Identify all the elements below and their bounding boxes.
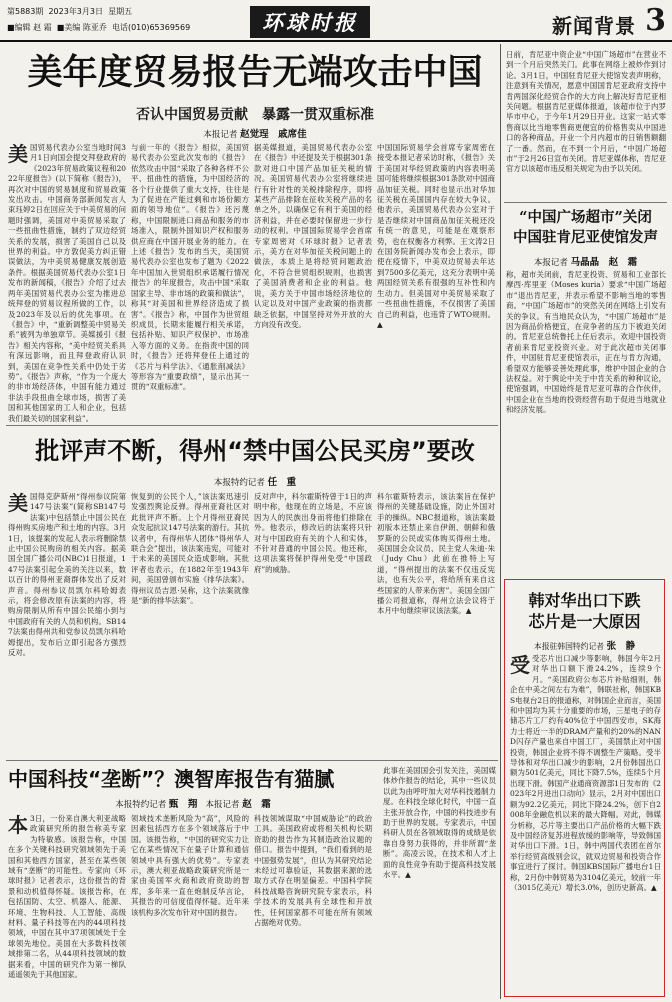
- designer-name: 陈亚乔: [82, 23, 107, 32]
- masthead: [0, 0, 672, 42]
- article2-col4: 科尔霍斯特表示，该法案旨在保护得州的关键基础设施，防止外国对手的操纵。NBC报道称，该法案最初版本还禁止来自伊朗、朝鲜和俄罗斯的公民或实体购买得州土地。美国国会众议员、民主党人朱迪·朱（Judy Chu）此前在推特上写道，“得州提出的法案不仅违反宪法，也有失公平，将给所有来自这些国家的人带来伤害”。美国全国广播公司报道称，得州立法会议将于本月中旬继续审议该法案。▲: [377, 492, 495, 616]
- article1-byline: 本报记者 赵觉珵 戚席佳: [203, 129, 307, 140]
- article3-col4: 此事在美国国会引发关注，美国媒体炒作报告的结论，其中一些议员以此为由呼吁加大对华科技遏制力度。在科技全球化时代，中国一直主张开放合作，中国的科技进步有助于世界的发展。专家表示，中国科研人员在各领域取得的成绩是依靠自身努力获得的，并非所谓“垄断”。高凌云说，在技术和人才上面的良性竞争有助于提高科技发展水平。▲: [383, 766, 496, 880]
- dropcap: 美: [8, 142, 28, 166]
- newspaper-logo: 环球时报: [250, 6, 370, 38]
- masthead-rule: [0, 40, 672, 42]
- article2-col3: 反对声中，科尔霍斯特曾于1日的声明中称，他现在的立场是，不应该因为人的民族出身而将他们排除在外。他表示，修改后的法案将只针对与中国政府有关的个人和实体，不针对普通的中国公民。他还称，这项法案将保护得州免受“中国政府”的威胁。: [254, 492, 372, 574]
- article3-col3: 科技领域谋取“中国威胁论”的政治工具。美国政府或将相关机构长期资助的报告作为其制造政治议题的借口。报告中提到，“我们看到的是中国强势发展”，但认为其研究结论未经过可靠验证，其数据来源的选取方式存在明显偏差。中国科学院科技战略咨询研究院专家表示，科学技术的发展具有全球性和开放性，任何国家都不可能在所有领域占据绝对优势。: [254, 814, 372, 928]
- article1-col4: 中国国际贸易学会首席专家周密在接受本报记者采访时称，《报告》关于美国对华经贸政策的内容表明美国可能将继续根据301条款对中国商品加征关税。同时也显示出对华加征关税在美国国内存在较大争议。他表示，美国贸易代表办公室对于是否继续对中国商品加征关税还没有统一的意见，可能是在观察形势，也在权衡各方利弊。王文涛2日在国务院新闻办发布会上表示，即使在疫情下，中美双边贸易去年达到7500多亿美元，这充分表明中美两国经贸关系有很强的互补性和内生动力。但美国对中美贸易采取了一些扭曲性措施，不仅损害了美国自己的利益，也违背了WTO规则。▲: [377, 143, 495, 329]
- article1-col3: 据美媒报道，美国贸易代表办公室在《报告》中还提及关于根据301条款对进口中国产品加征关税的情况。美国贸易代表办公室将继续进行有针对性的关税排除程序，即将某些产品排除在征收关税产品的名单之外，以确保它有利于美国的经济利益，并在必要时保留进一步行动的权利。中国国际贸易学会首席专家周密对《环球时报》记者表示，美方在对华加征关税问题上的做法，本质上是将经贸问题政治化，不符合世贸组织规则，也损害了美国消费者和企业的利益。他说，美方关于中国市场经济地位的认定以及对中国产业政策的指责都缺乏依据，中国坚持对外开放的大方向没有改变。: [254, 143, 372, 329]
- side3-headline-line2: 芯片是一大原因: [528, 612, 641, 631]
- side2-body: 称，超市关闭前，肯尼亚投资、贸易和工业部长摩西·库里亚（Moses kuria）要求“中国广场超市”退出肯尼亚，并表示希望不影响当地的零售商。“中国广场超市”的突然关闭在网络上引发有关的争议。有当地民众认为，“中国广场超市”是因为商品价格便宜，在竞争者的压力下被迫关闭的。肯尼亚总统鲁托上任后表示，欢迎中国投资者前来肯尼亚投资兴业。对于此次超市关闭事件，中国驻肯尼亚使馆表示，正在与肯方沟通，希望双方能够妥善处理此事，维护中国企业的合法权益。对于舆论中关于中肯关系的种种议论，使馆强调，中国始终是肯尼亚可靠的合作伙伴，中国企业在当地的投资经营有助于促进当地就业和经济发展。: [506, 270, 666, 415]
- article3-headline: 中国科技“垄断”？澳智库报告有猫腻: [8, 767, 335, 791]
- section-title: 新闻背景: [552, 14, 636, 38]
- editor-name: 赵 霜: [33, 23, 52, 32]
- side1-body: 日前，肯尼亚中资企业“中国广场超市”在营业不到一个月后突然关门。此事在网络上被炒作到讨论。3月1日，中国驻肯尼亚大使馆发表声明称，注意到有关情况，愿意中国国肯尼亚政府支持中肯两国深化经贸合作的大方向上解决好肯尼亚相关问题。根据肯尼亚媒体报道，该超市位于内罗毕市中心，于今年1月29日开业。这家一站式零售商以比当地零售商更便宜的价格售卖从中国进口的各种商品，开业一个月内超市的日销售额翻了一番。然而，在不到一个月后，“中国广场超市”于2月26日宣布关闭。肯尼亚媒体称，肯尼亚官方以该超市违反相关规定为由予以关闭。: [506, 50, 666, 174]
- side2-byline: 本报记者 马晶晶 赵 霜: [533, 257, 638, 268]
- divider: [6, 425, 498, 426]
- phone-number: 电话(010)65369569: [111, 23, 191, 32]
- divider: [504, 202, 667, 203]
- divider: [6, 760, 498, 761]
- side3-headline: [506, 590, 663, 632]
- article2-headline: 批评声不断，得州“禁中国公民买房”要改: [35, 437, 475, 465]
- article2-col1: 美国得克萨斯州“得州参议院第147号法案”(简称SB147号法案)中包括禁止中国公民在得州购买房地产和土地的内容。3月1日，该提案的发起人表示将删除禁止中国公民购房的相关内容。据美国全国广播公司(NBC)1日报道，147号法案引起全美的关注以来，数以百计的得州亚裔群体发出了反对声音。得州参议员凯尔科哈姆表示，将会修改原有法案的内容，将购房限制从所有中国公民缩小到与中国政府有关的人员和机构。SB147法案由得州共和党参议员凯尔科哈姆提出，发布后立即引起各方强烈反对。: [8, 491, 126, 658]
- side3-body: 受受芯片出口减少等影响，韩国今年2月对华出口额下滑24.2%，连续9个月。“美国政府公布芯片补贴细则，韩企在中美之间左右为难”，韩联社称，韩国KBS电视台2日的报道称，对韩国企业而言，美国和中国均为其十分重要的市场，三星电子的存储芯片工厂约有40%位于中国西安市，SK海力士将近一半的DRAM产量和约20%的NAND闪存产量也来自中国工厂，美国禁止对中国投资，韩国企业将不得不调整生产策略。受半导体和对华出口减少的影响，2月份韩国出口额为501亿美元，同比下降7.5%，连续5个月出现下滑。韩国产业通商资源部1日发布的《2023年2月进出口动向》显示，2月对中国出口额为92.2亿美元，同比下降24.2%，创下自2008年金融危机以来的最大降幅。对此，韩媒分析称，芯片等主要出口产品价格的大幅下跌及中国经济复苏进程放缓的影响等，导致韩国对华出口下滑。1日，韩中两国代表团在首尔举行经贸高级别会议，就双边贸易和投资合作事宜进行了探讨。韩国KBS国际广播电台1日称，2月份中韩贸易为3104亿美元，较前一年（3015亿美元）增长3.0%，创历史新高。▲: [510, 653, 661, 892]
- article1-headline: 美年度贸易报告无端攻击中国: [27, 53, 483, 93]
- article3-col1: 本 3日，一份来自澳大利亚战略政策研究所的报告称美专家为特敏感。该报告称，中国在多个关键科技研究领域领先于美国和其他西方国家，甚至在某些领域有“垄断”的可能性。专家向《环球时报》记者表示，这份报告的背景和动机值得怀疑。该报告称，在包括国防、太空、机器人、能源、环境、生物科技、人工智能、高级材料、量子科技等在内的44项科技领域，中国在其中37项领域处于全球领先地位。美国在大多数科技领域排第二名，从44项科技领域的数据来看，中国的研究作为第一梯队遥遥领先于其他国家。: [8, 813, 126, 980]
- issue-number: 第5883期: [7, 7, 44, 16]
- side2-headline-line1: “中国广场超市”关闭: [519, 209, 652, 226]
- dropcap: 本: [8, 813, 28, 837]
- article3-col2: 领域技术垄断风险为“高”，风险的因素包括西方在多个领域落后于中国。该报告称，“中国的研究实力让它在某些情况下在量子计算和通信领域中具有强大的优势”。专家表示，澳大利亚战略政策研究所是一家由美国军火商和政府资助的智库，多年来一直在炮制反华言论，其报告的可信度值得怀疑。近年来该机构多次发布针对中国的报告。: [131, 814, 249, 917]
- issue-line: [7, 6, 132, 17]
- article2-authors: 任 重: [267, 477, 297, 488]
- page-number: 3: [645, 3, 666, 38]
- dropcap: 美: [8, 491, 28, 515]
- article3-byline: 本报特约记者 甄 翔 本报记者 赵 霜: [115, 799, 271, 810]
- article1-col1: 美国贸易代表办公室当地时间3月1日向国会提交拜登政府的《2023年贸易政策议程和2022年度报告》(以下简称《报告》)，再次对中国的贸易制度和贸易政策发出攻击。中国商务部新闻发言人束珏婷2日在回应关于中美贸易的问题时强调，美国对中美贸易采取了一些扭曲性措施，制约了双边经贸关系的发展，损害了美国自己以及世界的利益。中方敦促美方纠正错误做法，为中美贸易健康发展创造条件。根据美国贸易代表办公室1日发布的新闻稿，《报告》介绍了过去两年美国贸易代表办公室为推进总统拜登的贸易议程所做的工作，以及2023年及以后的优先事项。在《报告》中，“重新调整美中贸易关系”被列为单独章节。美媒援引《报告》相关内容称，“美中经贸关系具有深远影响，而且拜登政府认识到，美国在竞争性关系中仍处于劣势”。《报告》声称，“作为一个庞大的非市场经济体，中国有能力通过非法手段扭曲全球市场，损害了美国和其他国家的工人和企业，包括我们最关切的国家利益”。: [8, 142, 126, 423]
- article1-col2: 与前一年的《报告》相似，美国贸易代表办公室此次发布的《报告》依然攻击中国“采取了各种各样不公平、扭曲性的措施，为中国经济的各个行业提供了重大支持，往往是为了促进在产能过剩和市场份额方面的领导地位”。《报告》还污蔑称，中国限制进口商品和服务的市场准入，限制外国知识产权和服务供应商在中国开展业务的能力。在上述《报告》发布的当天，美国贸易代表办公室也发布了题为《2022年中国加入世贸组织承诺履行情况报告》的年度报告，攻击中国“采取国家主导、非市场的政策和做法”，称其“对美国和世界经济造成了损害”。《报告》称，中国作为世贸组织成员，长期未能履行相关承诺，包括补贴、知识产权保护、市场准入等方面的义务。在指责中国的同时，《报告》还将拜登任上通过的《芯片与科学法》、《通胀削减法》等形容为“重要政绩”，显示出其一贯的“双重标准”。: [131, 143, 249, 392]
- side2-headline-line2: 中国驻肯尼亚使馆发声: [513, 229, 658, 246]
- issue-weekday: 星期五: [108, 7, 133, 16]
- article2-byline: 本报特约记者 任 重: [213, 477, 297, 488]
- editor-line: ■编辑 赵 霜 ■美编 陈亚乔 电话(010)65369569: [7, 23, 191, 32]
- issue-date: 2023年3月3日: [48, 7, 103, 16]
- side2-headline: [504, 208, 667, 248]
- side3-headline-line1: 韩对华出口下跌: [528, 591, 641, 610]
- side3-byline: 本报驻韩国特约记者 张 静: [533, 641, 636, 652]
- article1-subheadline: 否认中国贸易贡献 暴露一贯双重标准: [136, 107, 374, 123]
- article1-authors: 赵觉珵 戚席佳: [240, 129, 307, 140]
- dropcap: 受: [510, 653, 530, 677]
- column-divider: [500, 44, 501, 999]
- article2-col2: 恢复到的公民个人，”该法案迅速引发强烈舆论反弹。得州亚裔社区对此批评声不断。上个月得州亚裔民众发起抗议147号法案的游行。其抗议者中，有得州华人团体“得州华人联合会”提出，该法案违宪，可能对于未来的美国民众造成影响。其批评者也表示，在1882年至1943年间，美国曾颁布实施《排华法案》。得州议员吉恩·吴称，这个法案就像是“新的排华法案”。: [131, 492, 249, 606]
